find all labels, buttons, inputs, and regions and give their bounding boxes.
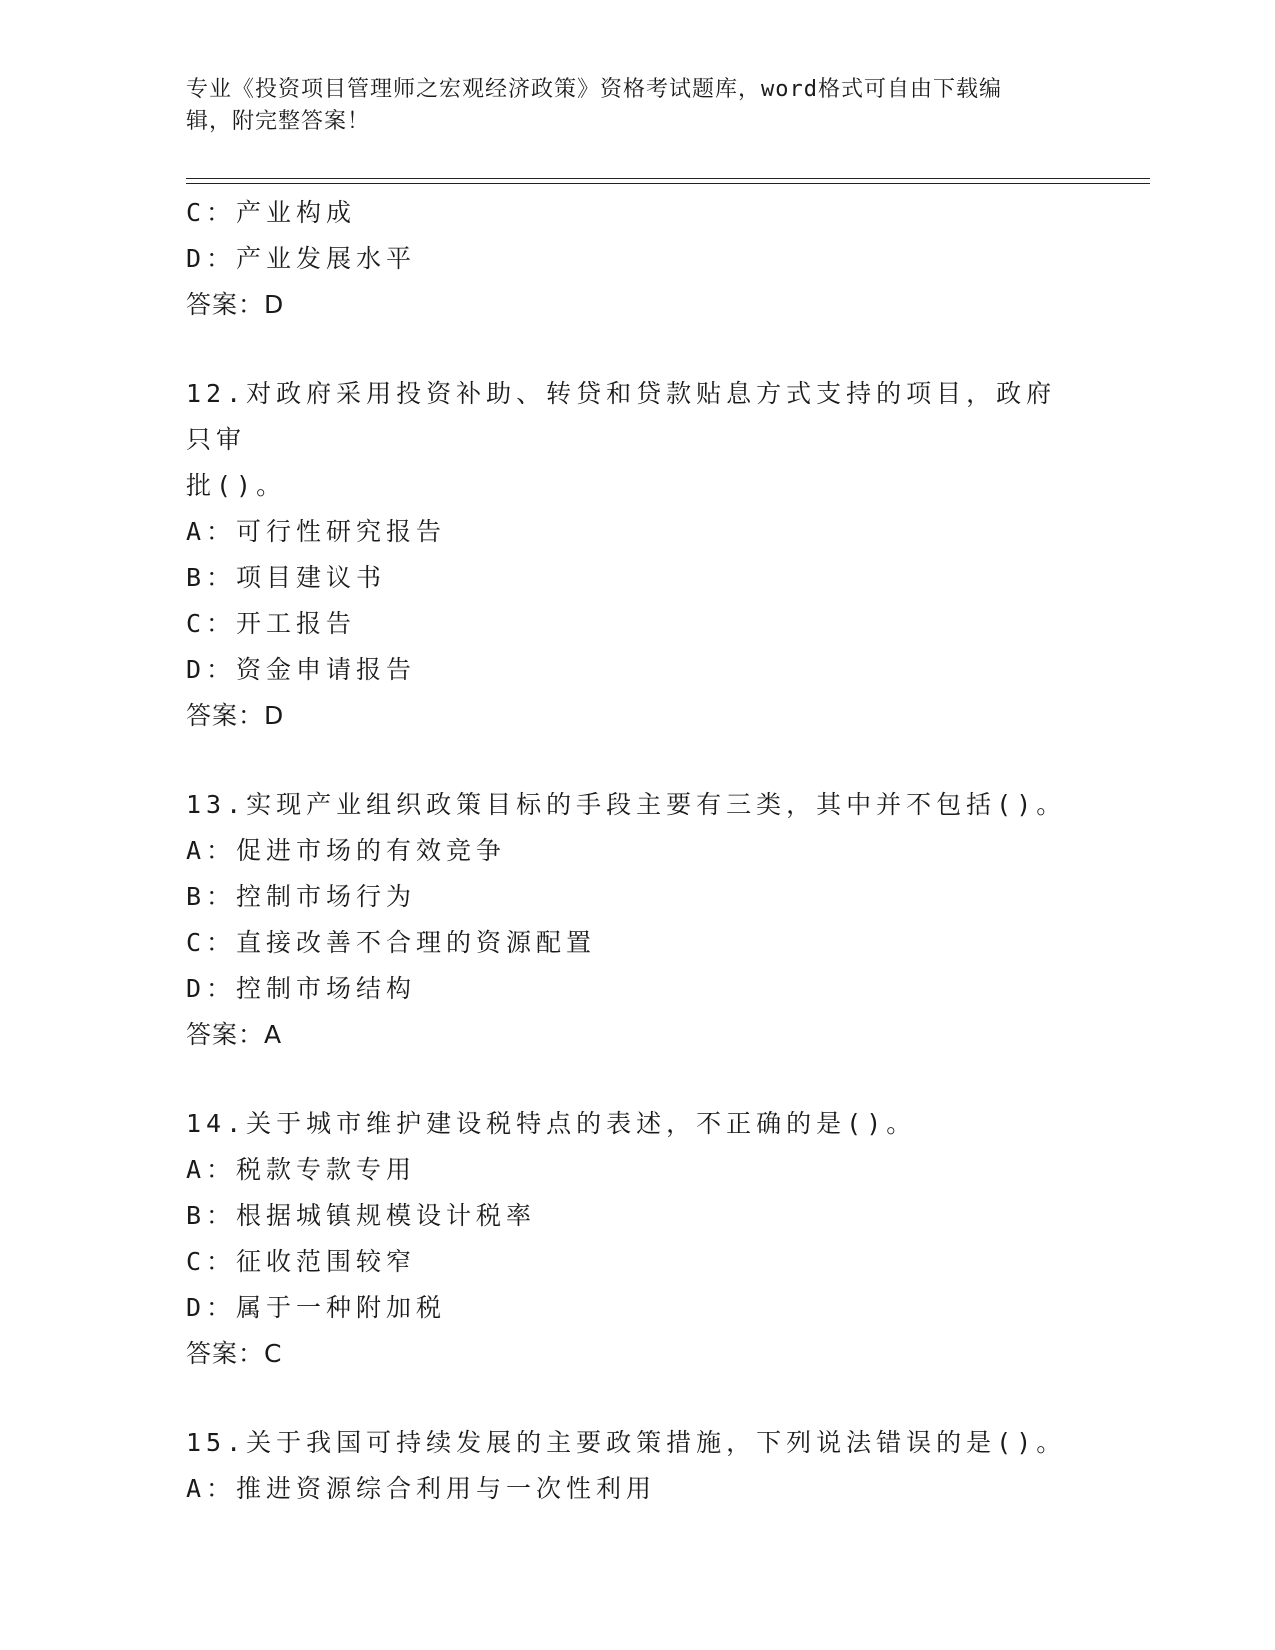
answer: 答案：C	[186, 1339, 283, 1368]
answer: 答案：D	[186, 290, 285, 319]
question-stem: 14.关于城市维护建设税特点的表述，不正确的是()。	[186, 1109, 917, 1138]
header-divider-top	[186, 178, 1150, 179]
question-15	[186, 1420, 1086, 1512]
question-stem: 15.关于我国可持续发展的主要政策措施，下列说法错误的是()。	[186, 1428, 1067, 1457]
option-d: D：属于一种附加税	[186, 1293, 447, 1322]
option-c: C：开工报告	[186, 609, 357, 638]
question-14	[186, 1101, 1086, 1377]
question-list	[186, 190, 1086, 1512]
option-a: A：税款专款专用	[186, 1155, 417, 1184]
question-stem: 12.对政府采用投资补助、转贷和贷款贴息方式支持的项目，政府只审	[186, 379, 1057, 454]
option-b: B：根据城镇规模设计税率	[186, 1201, 537, 1230]
question-stem: 13.实现产业组织政策目标的手段主要有三类，其中并不包括()。	[186, 790, 1067, 819]
option-d: D：控制市场结构	[186, 974, 417, 1003]
question-11-tail	[186, 190, 1086, 328]
document-header	[186, 74, 1066, 138]
option-a: A：推进资源综合利用与一次性利用	[186, 1474, 657, 1503]
answer: 答案：D	[186, 701, 285, 730]
header-divider-bottom	[186, 183, 1150, 184]
option-a: A：可行性研究报告	[186, 517, 447, 546]
question-13	[186, 782, 1086, 1058]
answer: 答案：A	[186, 1020, 283, 1049]
option-d: D：产业发展水平	[186, 244, 417, 273]
question-stem-cont: 批()。	[186, 471, 287, 500]
option-c: C：征收范围较窄	[186, 1247, 417, 1276]
option-d: D：资金申请报告	[186, 655, 417, 684]
question-12	[186, 371, 1086, 739]
option-c: C：直接改善不合理的资源配置	[186, 928, 597, 957]
header-line-2: 辑，附完整答案！	[186, 109, 371, 134]
option-b: B：项目建议书	[186, 563, 387, 592]
header-line-1: 专业《投资项目管理师之宏观经济政策》资格考试题库，word格式可自由下载编	[186, 77, 1002, 102]
option-c: C：产业构成	[186, 198, 357, 227]
option-b: B：控制市场行为	[186, 882, 417, 911]
option-a: A：促进市场的有效竞争	[186, 836, 507, 865]
